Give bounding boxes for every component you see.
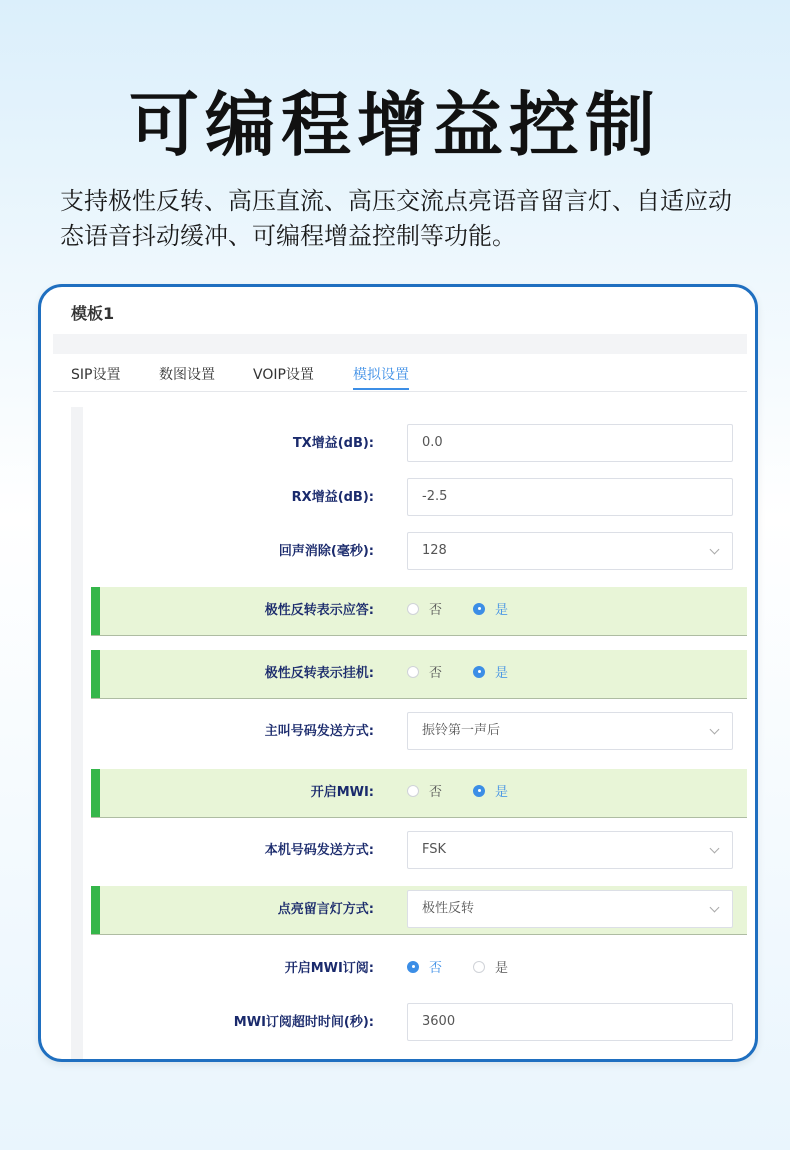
radio-unchecked-icon xyxy=(407,603,419,615)
radio-checked-icon xyxy=(473,785,485,797)
tx-gain-input[interactable]: 0.0 xyxy=(407,424,733,462)
radio-unchecked-icon xyxy=(407,785,419,797)
row-caller-id-mode xyxy=(91,708,747,756)
rx-gain-input[interactable]: -2.5 xyxy=(407,478,733,516)
tab-voip-settings[interactable]: VOIP设置 xyxy=(253,367,314,383)
echo-cancel-label: 回声消除(毫秒): xyxy=(278,544,374,559)
chevron-down-icon xyxy=(710,725,720,735)
radio-label-no: 否 xyxy=(429,961,443,976)
active-tab-indicator xyxy=(353,388,409,390)
radio-label-no: 否 xyxy=(429,785,443,800)
polarity-hangup-yes-radio[interactable] xyxy=(473,650,508,698)
settings-panel xyxy=(38,284,758,1062)
feature-description: 支持极性反转、高压直流、高压交流点亮语音留言灯、自适应动态语音抖动缓冲、可编程增益控制等功能。 xyxy=(60,187,732,250)
mwi-subscribe-yes-radio[interactable] xyxy=(473,945,508,993)
radio-label-yes: 是 xyxy=(495,666,509,681)
row-mwi-enable xyxy=(91,769,747,818)
chevron-down-icon xyxy=(710,545,720,555)
page-title: 可编程增益控制 xyxy=(129,84,661,166)
polarity-answer-label: 极性反转表示应答: xyxy=(264,603,374,618)
mwi-subscribe-label: 开启MWI订阅: xyxy=(284,961,374,976)
row-echo-cancel xyxy=(91,528,747,576)
caller-id-mode-select[interactable] xyxy=(407,712,733,750)
radio-checked-icon xyxy=(407,961,419,973)
radio-checked-icon xyxy=(473,666,485,678)
echo-cancel-select[interactable] xyxy=(407,532,733,570)
radio-unchecked-icon xyxy=(473,961,485,973)
local-number-mode-value: FSK xyxy=(422,842,447,857)
radio-label-yes: 是 xyxy=(495,785,509,800)
polarity-answer-no-radio[interactable] xyxy=(407,587,442,635)
divider-band xyxy=(53,334,747,354)
tab-bar xyxy=(53,355,747,392)
row-polarity-answer xyxy=(91,587,747,636)
row-rx-gain xyxy=(91,474,747,522)
row-lamp-mode xyxy=(91,886,747,935)
template-title: 模板1 xyxy=(71,304,115,323)
chevron-down-icon xyxy=(710,844,720,854)
tab-analog-settings[interactable]: 模拟设置 xyxy=(353,367,409,383)
radio-label-yes: 是 xyxy=(495,961,509,976)
mwi-enable-yes-radio[interactable] xyxy=(473,769,508,817)
lamp-mode-label: 点亮留言灯方式: xyxy=(277,902,374,917)
tab-digitmap-settings[interactable]: 数图设置 xyxy=(159,367,215,383)
polarity-hangup-no-radio[interactable] xyxy=(407,650,442,698)
polarity-hangup-label: 极性反转表示挂机: xyxy=(264,666,374,681)
row-mwi-subscribe xyxy=(91,945,747,993)
radio-label-no: 否 xyxy=(429,666,443,681)
mwi-timeout-label: MWI订阅超时时间(秒): xyxy=(233,1015,374,1030)
polarity-answer-yes-radio[interactable] xyxy=(473,587,508,635)
radio-label-yes: 是 xyxy=(495,603,509,618)
local-number-mode-select[interactable] xyxy=(407,831,733,869)
radio-unchecked-icon xyxy=(407,666,419,678)
mwi-timeout-input[interactable]: 3600 xyxy=(407,1003,733,1041)
mwi-enable-label: 开启MWI: xyxy=(310,785,374,800)
radio-checked-icon xyxy=(473,603,485,615)
lamp-mode-select[interactable] xyxy=(407,890,733,928)
chevron-down-icon xyxy=(710,903,720,913)
row-tx-gain xyxy=(91,420,747,468)
row-local-number-mode xyxy=(91,827,747,875)
mwi-subscribe-no-radio[interactable] xyxy=(407,945,442,993)
tab-sip-settings[interactable]: SIP设置 xyxy=(71,367,121,383)
caller-id-mode-value: 振铃第一声后 xyxy=(422,723,501,738)
row-mwi-timeout xyxy=(91,999,747,1047)
lamp-mode-value: 极性反转 xyxy=(422,901,475,916)
mwi-enable-no-radio[interactable] xyxy=(407,769,442,817)
row-polarity-hangup xyxy=(91,650,747,699)
rx-gain-label: RX增益(dB): xyxy=(291,490,374,505)
caller-id-mode-label: 主叫号码发送方式: xyxy=(264,724,374,739)
radio-label-no: 否 xyxy=(429,603,443,618)
tx-gain-label: TX增益(dB): xyxy=(292,436,374,451)
echo-cancel-value: 128 xyxy=(422,543,447,558)
local-number-mode-label: 本机号码发送方式: xyxy=(264,843,374,858)
